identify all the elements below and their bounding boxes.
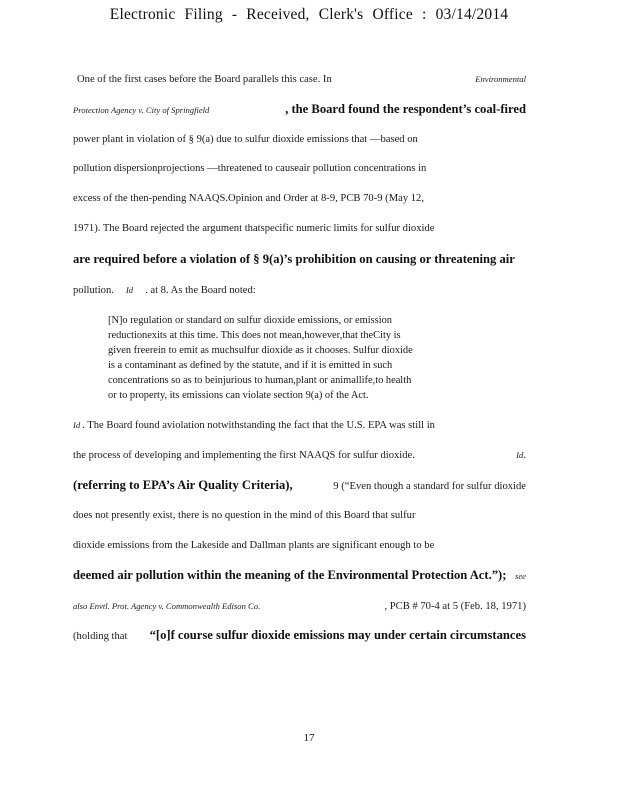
filing-header: Electronic Filing - Received, Clerk's Office : 03/14/2014 — [109, 6, 509, 23]
text-line: Id . The Board found aviolation notwithstanding the fact that the U.S. EPA was still in — [73, 420, 435, 431]
text-line: excess of the then-pending NAAQS.Opinion and Order at 8-9, PCB 70-9 (May 12, — [73, 193, 425, 204]
text-line: does not presently exist, there is no question in the mind of this Board that sulfur — [73, 510, 416, 521]
text-line: also Envtl. Prot. Agency v. Commonwealth Edison Co. , PCB # 70-4 at 5 (Feb. 18, 1971) — [73, 601, 526, 612]
text-line: power plant in violation of § 9(a) due to sulfur dioxide emissions that —based on — [73, 134, 418, 145]
quote-line: given freerein to emit as muchsulfur dioxide as it chooses. Sulfur dioxide — [108, 345, 413, 356]
quote-line: [N]o regulation or standard on sulfur dioxide emissions, or emission — [108, 315, 392, 326]
text-line: Protection Agency v. City of Springfield , the Board found the respondent’s coal-fired — [73, 102, 526, 116]
text-line: 1971). The Board rejected the argument thatspecific numeric limits for sulfur dioxide — [73, 223, 435, 234]
text-line: One of the first cases before the Board parallels this case. In Environmental — [77, 74, 526, 85]
quote-line: reductionexits at this time. This does not mean,however,that theCity is — [108, 330, 401, 341]
quote-line: or to property, its emissions can violate section 9(a) of the Act. — [108, 390, 369, 401]
text-line: deemed air pollution within the meaning of the Environmental Protection Act.”); see — [73, 568, 526, 582]
quote-line: concentrations so as to beinjurious to human,plant or animallife,to health — [108, 375, 412, 386]
text-line: are required before a violation of § 9(a)’s prohibition on causing or threatening air — [73, 252, 515, 266]
text-line: (referring to EPA’s Air Quality Criteria), 9 (“Even though a standard for sulfur dioxide — [73, 478, 526, 492]
text-line: pollution dispersionprojections —threatened to causeair pollution concentrations in — [73, 163, 427, 174]
text-line: dioxide emissions from the Lakeside and Dallman plants are significant enough to be — [73, 540, 435, 551]
quote-line: is a contaminant as defined by the statute, and if it is emitted in such — [108, 360, 393, 371]
text-line: (holding that “[o]f course sulfur dioxide emissions may under certain circumstances — [73, 628, 526, 642]
text-line: pollution. Id . at 8. As the Board noted: — [73, 285, 256, 296]
page-number: 17 — [303, 732, 315, 744]
text-line: the process of developing and implementing the first NAAQS for sulfur dioxide. Id. — [73, 450, 526, 461]
